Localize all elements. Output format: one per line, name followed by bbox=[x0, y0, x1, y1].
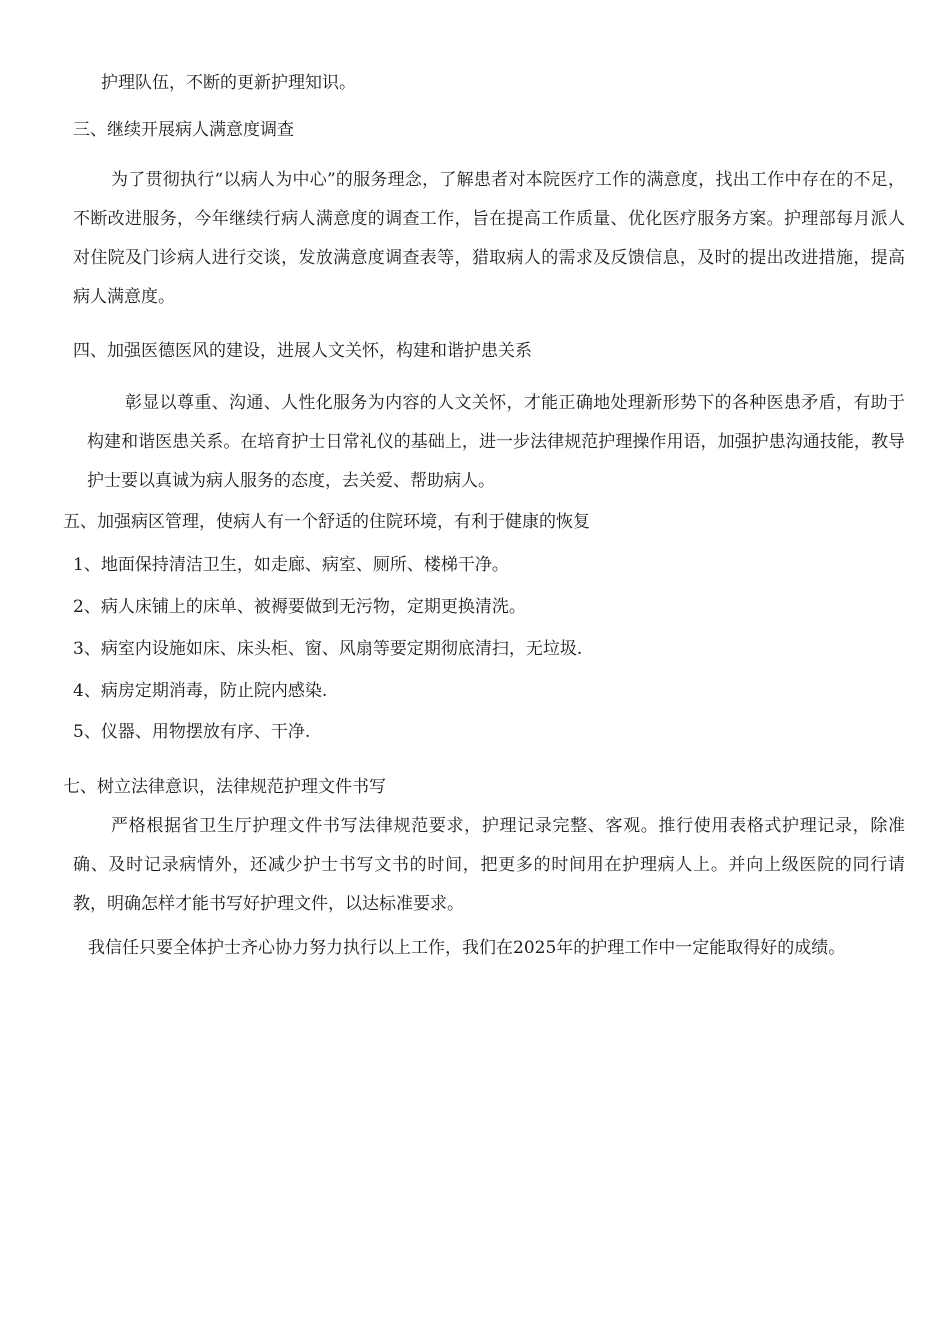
section-7-paragraph: 严格根据省卫生厅护理文件书写法律规范要求，护理记录完整、客观。推行使用表格式护理记录，除准确、及时记录病情外，还减少护士书写文书的时间，把更多的时间用在护理病人上。并向上级医院的同行请教，明确怎样才能书写好护理文件，以达标准要求。 bbox=[73, 816, 905, 914]
intro-continuation-text: 护理队伍，不断的更新护理知识。 bbox=[101, 73, 356, 93]
list-item: 1、地面保持清洁卫生，如走廊、病室、厕所、楼梯干净。 bbox=[73, 555, 509, 575]
section-5-heading: 五、加强病区管理，使病人有一个舒适的住院环境，有利于健康的恢复 bbox=[63, 512, 590, 532]
list-item: 2、病人床铺上的床单、被褥要做到无污物，定期更换清洗。 bbox=[73, 597, 526, 617]
section-7-heading: 七、树立法律意识，法律规范护理文件书写 bbox=[63, 777, 386, 797]
list-item: 5、仪器、用物摆放有序、干净. bbox=[73, 722, 311, 742]
section-3-heading: 三、继续开展病人满意度调查 bbox=[73, 120, 294, 140]
section-3-paragraph: 为了贯彻执行“以病人为中心”的服务理念，了解患者对本院医疗工作的满意度，找出工作中存在的不足，不断改进服务，今年继续行病人满意度的调查工作，旨在提高工作质量、优化医疗服务方案。护理部每月派人对住院及门诊病人进行交谈，发放满意度调查表等，猎取病人的需求及反馈信息，及时的提出改进措施，提高病人满意度。 bbox=[73, 170, 905, 307]
list-item: 4、病房定期消毒，防止院内感染. bbox=[73, 681, 328, 701]
list-item: 3、病室内设施如床、床头柜、窗、风扇等要定期彻底清扫，无垃圾. bbox=[73, 639, 583, 659]
closing-paragraph: 我信任只要全体护士齐心协力努力执行以上工作，我们在2025年的护理工作中一定能取得好的成绩。 bbox=[88, 938, 846, 958]
section-4-paragraph: 彰显以尊重、沟通、人性化服务为内容的人文关怀，才能正确地处理新形势下的各种医患矛盾，有助于构建和谐医患关系。在培育护士日常礼仪的基础上，进一步法律规范护理操作用语，加强护患沟通技能，教导护士要以真诚为病人服务的态度，去关爱、帮助病人。 bbox=[87, 393, 905, 491]
section-4-heading: 四、加强医德医风的建设，进展人文关怀，构建和谐护患关系 bbox=[73, 341, 532, 361]
